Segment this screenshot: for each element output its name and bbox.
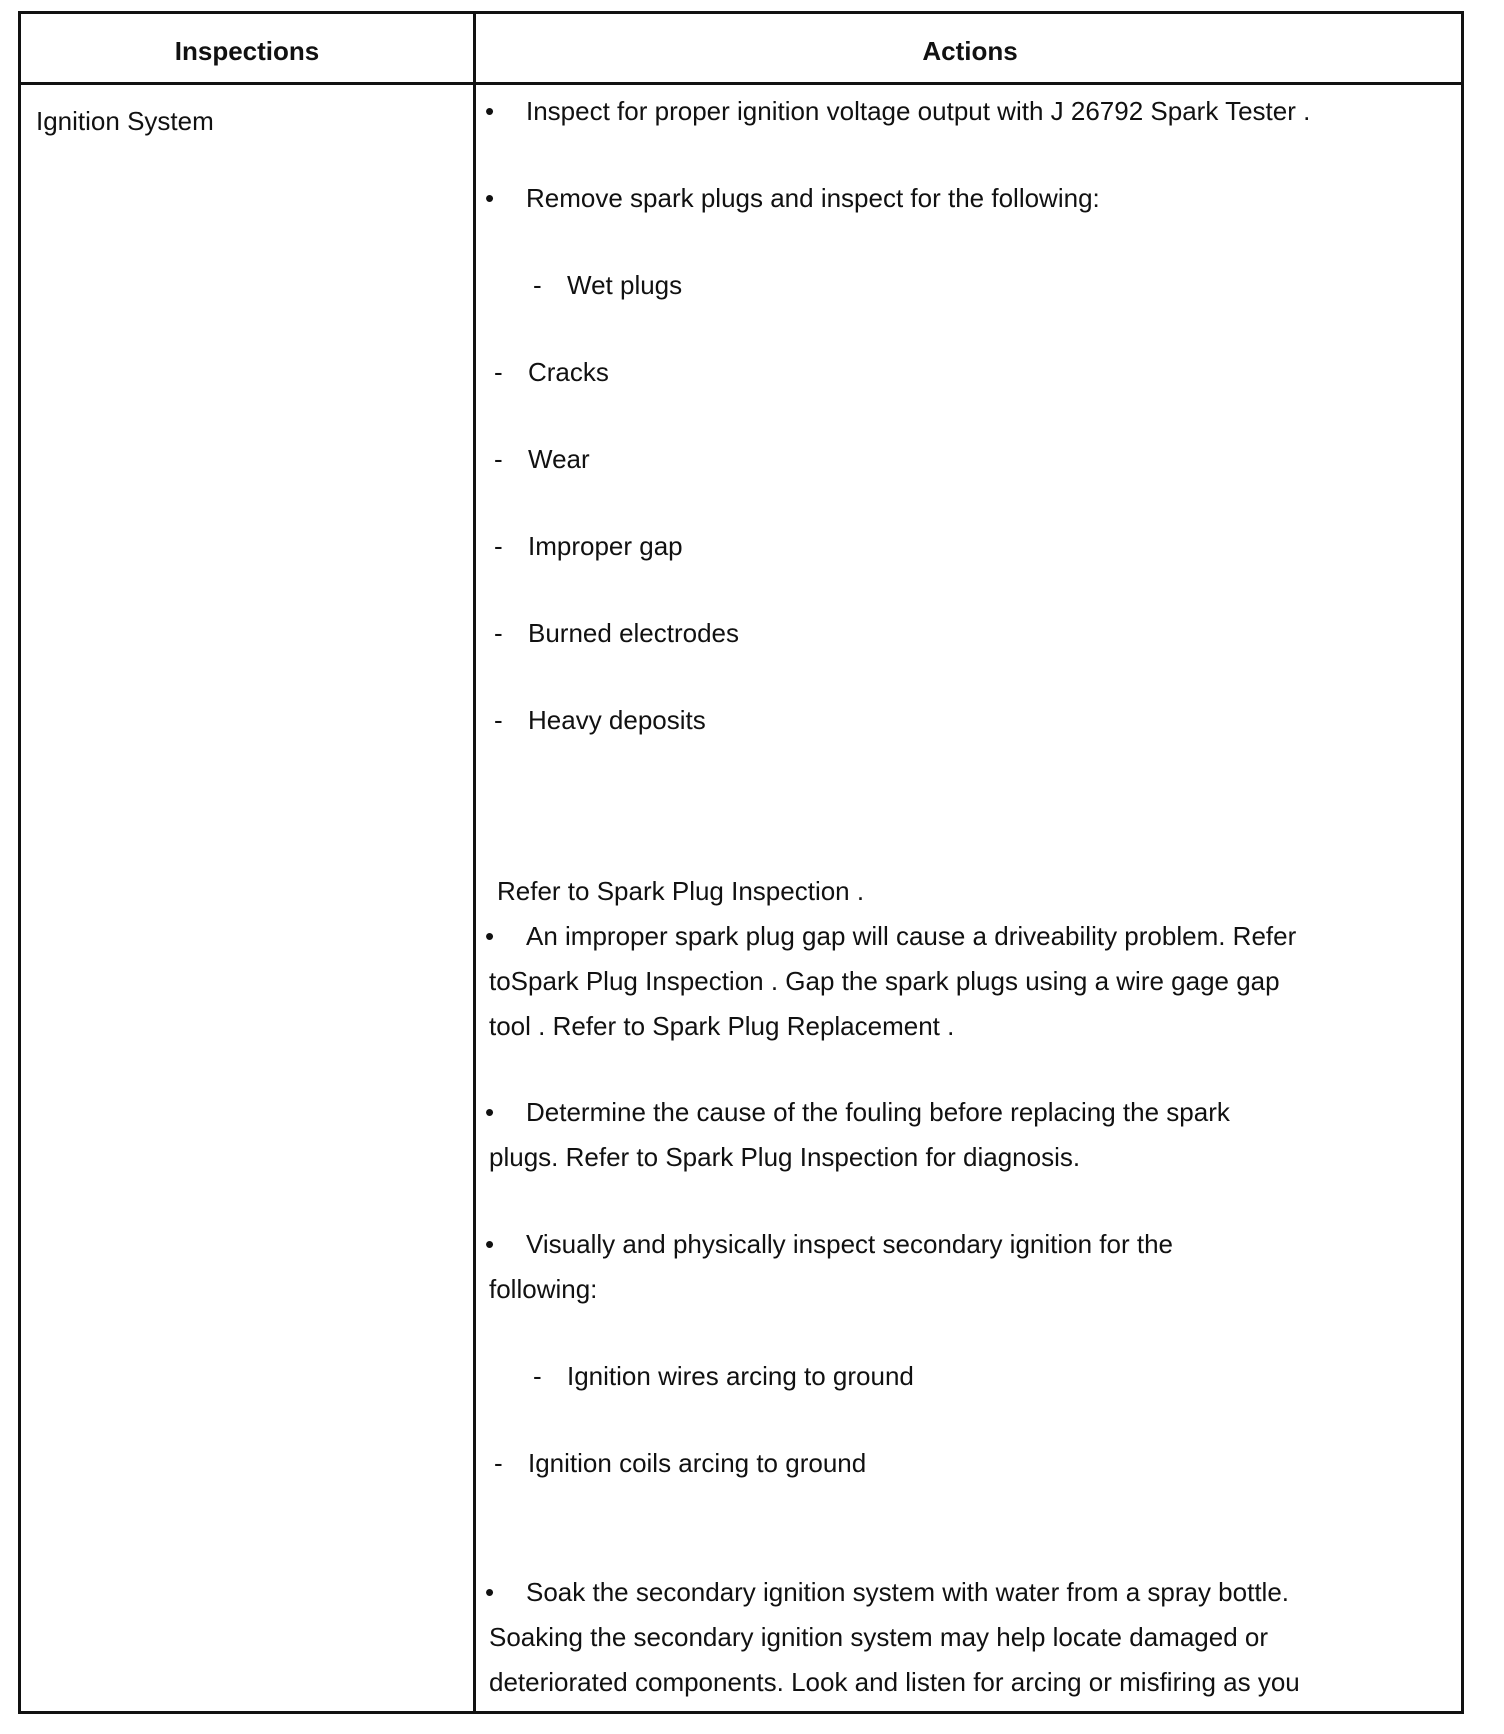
- header-actions: Actions: [922, 36, 1018, 66]
- action-item-continuation: following:: [489, 1274, 598, 1304]
- action-sub-item: Ignition wires arcing to ground: [567, 1361, 914, 1391]
- inspection-table: [18, 11, 1464, 1714]
- action-sub-item: Ignition coils arcing to ground: [528, 1448, 867, 1478]
- action-refer-text: Refer to Spark Plug Inspection .: [497, 876, 865, 906]
- action-item: Determine the cause of the fouling before replacing the spark: [526, 1097, 1230, 1127]
- action-item-continuation: tool . Refer to Spark Plug Replacement .: [489, 1011, 955, 1041]
- bullet-mark: •: [485, 1577, 495, 1607]
- dash-mark: -: [494, 531, 503, 561]
- action-item-continuation: deteriorated components. Look and listen for arcing or misfiring as you: [489, 1667, 1300, 1697]
- action-item: Visually and physically inspect secondary ignition for the: [526, 1229, 1173, 1259]
- dash-mark: -: [533, 270, 542, 300]
- action-sub-item: Cracks: [528, 357, 609, 387]
- action-sub-item: Heavy deposits: [528, 705, 706, 735]
- bullet-mark: •: [485, 921, 495, 951]
- action-sub-item: Wear: [528, 444, 590, 474]
- action-item: Remove spark plugs and inspect for the following:: [526, 183, 1100, 213]
- action-item-continuation: Soaking the secondary ignition system may help locate damaged or: [489, 1622, 1268, 1652]
- dash-mark: -: [494, 705, 503, 735]
- dash-mark: -: [494, 444, 503, 474]
- action-item: Inspect for proper ignition voltage output with J 26792 Spark Tester .: [526, 96, 1311, 126]
- bullet-mark: •: [485, 96, 495, 126]
- dash-mark: -: [494, 618, 503, 648]
- bullet-mark: •: [485, 183, 495, 213]
- bullet-mark: •: [485, 1229, 495, 1259]
- action-sub-item: Burned electrodes: [528, 618, 740, 648]
- action-item-continuation: toSpark Plug Inspection . Gap the spark plugs using a wire gage gap: [489, 966, 1280, 996]
- action-sub-item: Improper gap: [528, 531, 683, 561]
- dash-mark: -: [494, 1448, 503, 1478]
- action-item-continuation: plugs. Refer to Spark Plug Inspection for diagnosis.: [489, 1142, 1081, 1172]
- header-inspections: Inspections: [174, 36, 320, 66]
- inspection-cell: Ignition System: [36, 106, 214, 136]
- action-item: An improper spark plug gap will cause a driveability problem. Refer: [526, 921, 1297, 951]
- dash-mark: -: [494, 357, 503, 387]
- bullet-mark: •: [485, 1097, 495, 1127]
- actions-cell: [21, 14, 1461, 1711]
- dash-mark: -: [533, 1361, 542, 1391]
- action-sub-item: Wet plugs: [567, 270, 683, 300]
- action-item: Soak the secondary ignition system with water from a spray bottle.: [526, 1577, 1290, 1607]
